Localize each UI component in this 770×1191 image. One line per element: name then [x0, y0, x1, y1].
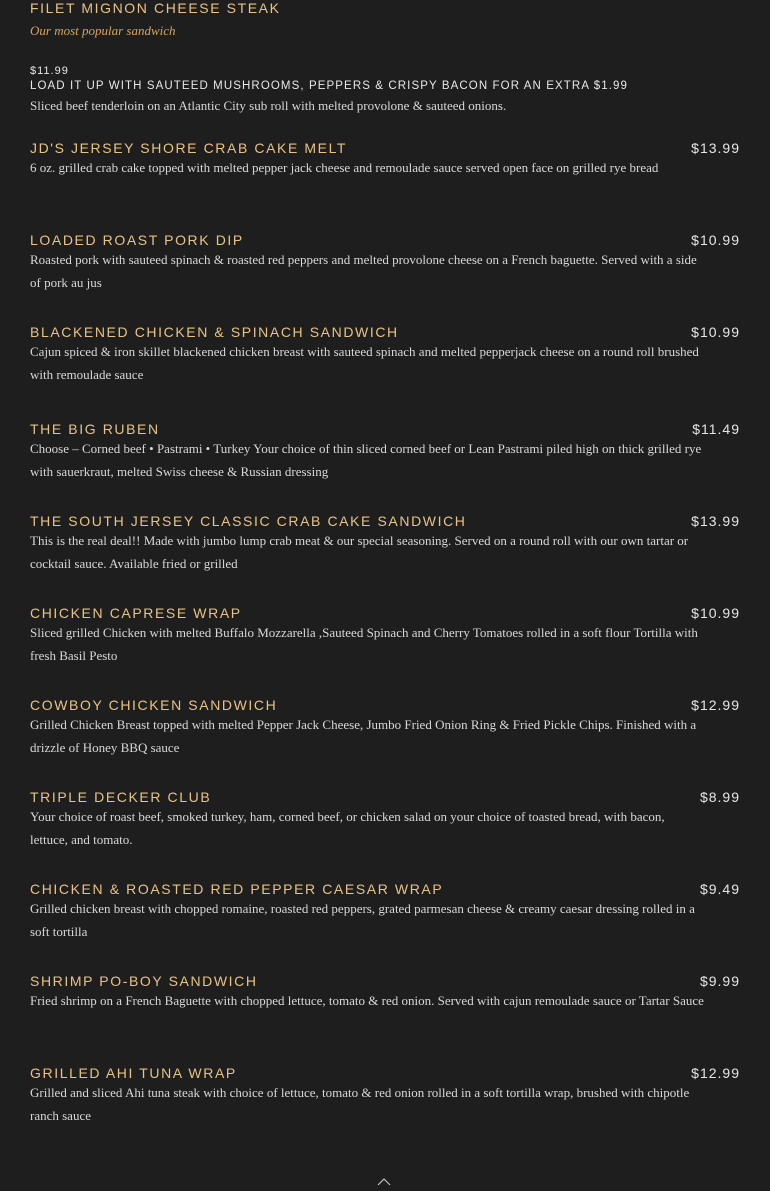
menu-item-description: Fried shrimp on a French Baguette with chopped lettuce, tomato & red onion. Served with cajun remoulade sauce or Tartar Sauce [30, 993, 704, 1008]
menu-item-description: Grilled and sliced Ahi tuna steak with choice of lettuce, tomato & red onion rolled in a soft tortilla wrap, brushed with chipotle ranch sauce [30, 1085, 690, 1123]
menu-item-description: This is the real deal!! Made with jumbo lump crab meat & our special seasoning. Served on a round roll with our own tartar or cocktail sauce. Available fried or grilled [30, 533, 689, 571]
menu-item-name: BLACKENED CHICKEN & SPINACH SANDWICH [30, 324, 399, 340]
menu-item-name: COWBOY CHICKEN SANDWICH [30, 697, 278, 713]
chevron-up-icon[interactable] [377, 1172, 391, 1182]
featured-item-price: $11.99 [30, 65, 69, 77]
menu-item-name: CHICKEN CAPRESE WRAP [30, 605, 242, 621]
menu-item-description: Grilled chicken breast with chopped romaine, roasted red peppers, grated parmesan cheese & creamy caesar dressing rolled in a soft tortilla [30, 901, 695, 939]
menu-item-price: $12.99 [691, 697, 740, 713]
menu-item-name: TRIPLE DECKER CLUB [30, 789, 212, 805]
menu-item-description: Choose – Corned beef • Pastrami • Turkey Your choice of thin sliced corned beef or Lean Pastrami piled high on thick grilled rye with sauerkraut, melted Swiss cheese & Russian dressing [30, 441, 702, 479]
menu-item-description: Roasted pork with sauteed spinach & roasted red peppers and melted provolone cheese on a French baguette. Served with a side of pork au jus [30, 252, 697, 290]
menu-item-price: $10.99 [691, 324, 740, 340]
featured-item-description: Sliced beef tenderloin on an Atlantic City sub roll with melted provolone & sauteed onions. [30, 98, 507, 113]
menu-item-price: $13.99 [691, 140, 740, 156]
menu-item-description: Your choice of roast beef, smoked turkey, ham, corned beef, or chicken salad on your choice of toasted bread, with bacon, lettuce, and tomato. [30, 809, 665, 847]
menu-item-name: THE SOUTH JERSEY CLASSIC CRAB CAKE SANDWICH [30, 513, 467, 529]
featured-item-addon: LOAD IT UP WITH SAUTEED MUSHROOMS, PEPPERS & CRISPY BACON FOR AN EXTRA $1.99 [30, 80, 629, 92]
menu-item-name: CHICKEN & ROASTED RED PEPPER CAESAR WRAP [30, 881, 444, 897]
menu-item-price: $10.99 [691, 232, 740, 248]
menu-item-description: Sliced grilled Chicken with melted Buffalo Mozzarella ,Sauteed Spinach and Cherry Tomatoes rolled in a soft flour Tortilla with fresh Basil Pesto [30, 625, 698, 663]
menu-item-name: THE BIG RUBEN [30, 421, 160, 437]
menu-item-price: $9.49 [699, 881, 740, 897]
menu-item-price: $9.99 [699, 973, 740, 989]
menu-item-price: $12.99 [691, 1065, 740, 1081]
menu-item-name: LOADED ROAST PORK DIP [30, 232, 244, 248]
menu-item-description: Cajun spiced & iron skillet blackened chicken breast with sauteed spinach and melted pepperjack cheese on a round roll brushed with remoulade sauce [30, 344, 699, 382]
menu-item-description: 6 oz. grilled crab cake topped with melted pepper jack cheese and remoulade sauce served open face on grilled rye bread [30, 160, 659, 175]
menu-item-price: $8.99 [699, 789, 740, 805]
menu-item-name: SHRIMP PO-BOY SANDWICH [30, 973, 258, 989]
menu-item-price: $10.99 [691, 605, 740, 621]
menu-item-description: Grilled Chicken Breast topped with melted Pepper Jack Cheese, Jumbo Fried Onion Ring & Fried Pickle Chips. Finished with a drizzle of Honey BBQ sauce [30, 717, 697, 755]
menu-item-price: $11.49 [692, 421, 740, 437]
menu-item-name: GRILLED AHI TUNA WRAP [30, 1065, 237, 1081]
menu-item-name: JD'S JERSEY SHORE CRAB CAKE MELT [30, 140, 348, 156]
menu-item-price: $13.99 [691, 513, 740, 529]
featured-item-tagline: Our most popular sandwich [30, 23, 176, 38]
featured-item-title: FILET MIGNON CHEESE STEAK [30, 0, 281, 16]
